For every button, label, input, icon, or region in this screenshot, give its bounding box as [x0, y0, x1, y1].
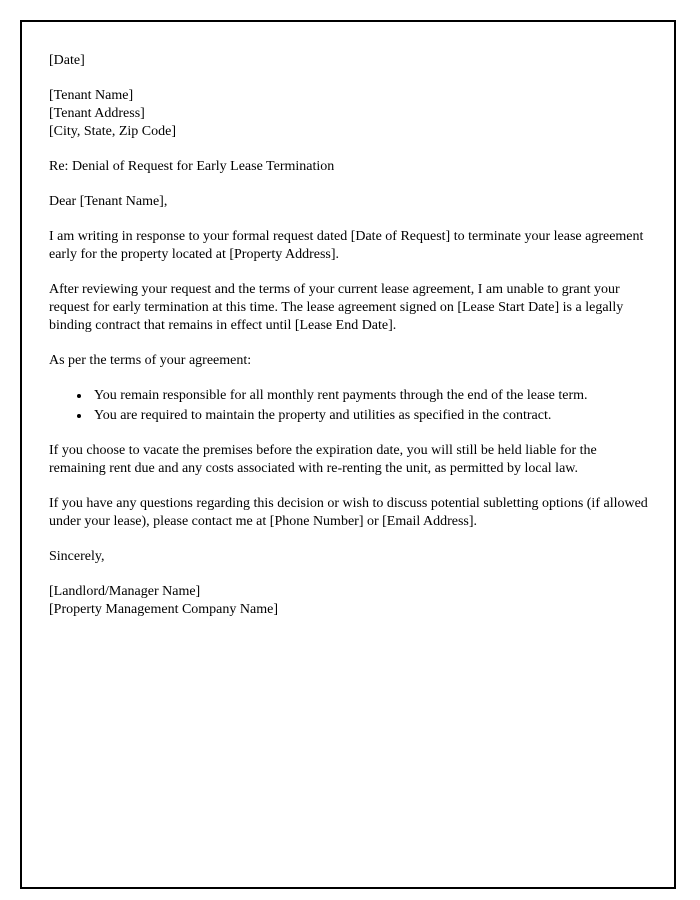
salutation: Dear [Tenant Name], — [49, 194, 168, 209]
paragraph-intro: I am writing in response to your formal request dated [Date of Request] to terminate your lease agreement early for the property located at [Property Address]. — [49, 229, 644, 262]
recipient-address: [Tenant Address] — [49, 106, 145, 121]
subject-line: Re: Denial of Request for Early Lease Termination — [49, 159, 335, 174]
terms-list-item: • You remain responsible for all monthly rent payments through the end of the lease term. — [91, 387, 648, 405]
signature-name: [Landlord/Manager Name] — [49, 584, 201, 599]
paragraph-contact: If you have any questions regarding this decision or wish to discuss potential subletting options (if allowed under your lease), please contact me at [Phone Number] or [Email Address]. — [49, 496, 648, 529]
terms-list — [49, 387, 648, 425]
closing: Sincerely, — [49, 549, 105, 564]
terms-list-item: • You are required to maintain the property and utilities as specified in the contract. — [91, 407, 648, 425]
letter-body — [22, 22, 674, 619]
letter-page — [20, 20, 676, 889]
recipient-name: [Tenant Name] — [49, 88, 134, 103]
signature-block — [49, 583, 648, 619]
date-line: [Date] — [49, 53, 85, 68]
list-intro: As per the terms of your agreement: — [49, 353, 252, 368]
paragraph-decision: After reviewing your request and the terms of your current lease agreement, I am unable to grant your request for early termination at this time. The lease agreement signed on [Lease Start Date] is a legally binding contract that remains in effect until [Lease End Date]. — [49, 282, 624, 333]
paragraph-liability: If you choose to vacate the premises before the expiration date, you will still be held liable for the remaining rent due and any costs associated with re-renting the unit, as permitted by local law. — [49, 443, 597, 476]
recipient-city-state-zip: [City, State, Zip Code] — [49, 124, 177, 139]
signature-company: [Property Management Company Name] — [49, 602, 278, 617]
recipient-block — [49, 87, 648, 141]
